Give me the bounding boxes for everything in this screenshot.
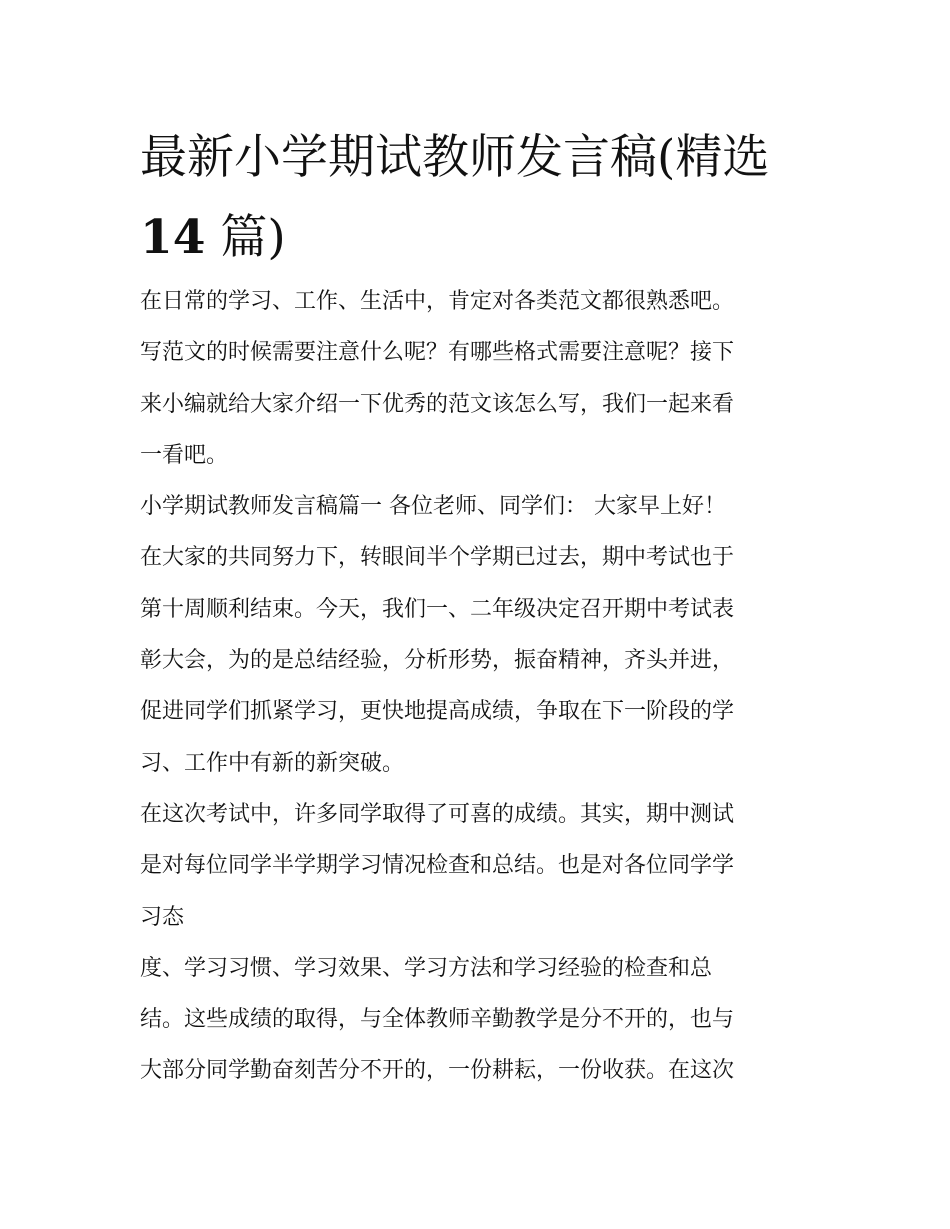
body-line: 习态 — [140, 904, 185, 930]
body-line: 一看吧。 — [140, 442, 229, 468]
body-line: 习、工作中有新的新突破。 — [140, 750, 405, 776]
body-line: 度、学习习惯、学习效果、学习方法和学习经验的检查和总 — [140, 955, 713, 981]
body-line: 彰大会，为的是总结经验，分析形势，振奋精神，齐头并进， — [140, 648, 735, 674]
title-suffix: 篇) — [205, 210, 286, 265]
title-line-2 — [140, 198, 820, 278]
body-line: 来小编就给大家介绍一下优秀的范文该怎么写，我们一起来看 — [140, 391, 735, 417]
body-line: 促进同学们抓紧学习，更快地提高成绩，争取在下一阶段的学 — [140, 699, 735, 725]
document-title — [140, 118, 820, 278]
body-line: 写范文的时候需要注意什么呢？有哪些格式需要注意呢？接下 — [140, 340, 735, 366]
body-line: 是对每位同学半学期学习情况检查和总结。也是对各位同学学 — [140, 853, 735, 879]
body-line: 小学期试教师发言稿篇一 各位老师、同学们： 大家早上好！ — [140, 494, 726, 520]
body-line: 第十周顺利结束。今天，我们一、二年级决定召开期中考试表 — [140, 596, 735, 622]
body-line: 结。这些成绩的取得，与全体教师辛勤教学是分不开的，也与 — [140, 1007, 735, 1033]
title-number: 14 — [140, 210, 206, 265]
document-body — [140, 276, 830, 1097]
body-line: 在日常的学习、工作、生活中，肯定对各类范文都很熟悉吧。 — [140, 289, 735, 314]
body-line: 大部分同学勤奋刻苦分不开的，一份耕耘，一份收获。在这次 — [140, 1058, 735, 1084]
body-line: 在这次考试中，许多同学取得了可喜的成绩。其实，期中测试 — [140, 801, 735, 827]
title-line-1: 最新小学期试教师发言稿(精选 — [140, 130, 770, 185]
body-line: 在大家的共同努力下，转眼间半个学期已过去，期中考试也于 — [140, 545, 735, 571]
